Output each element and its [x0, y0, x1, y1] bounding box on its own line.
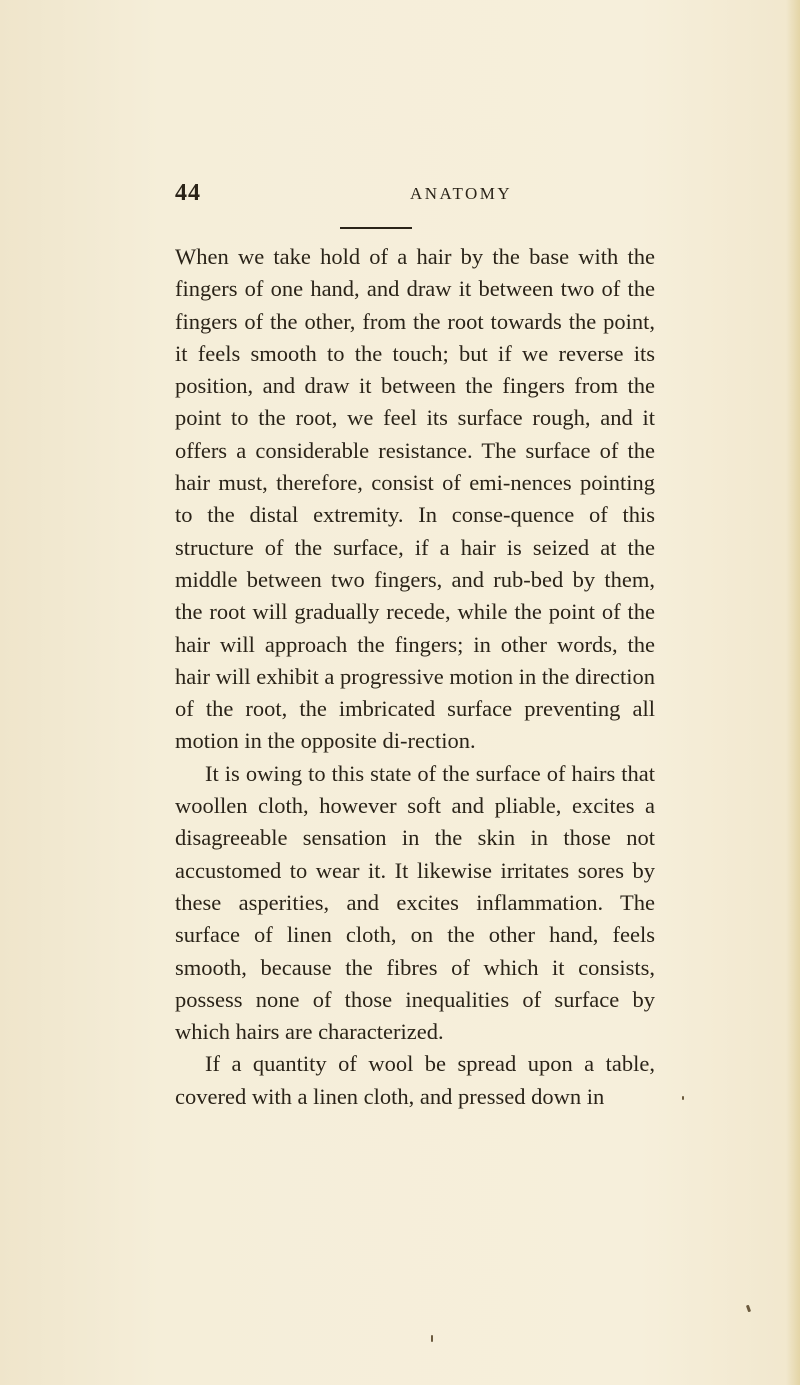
- page-header: [175, 180, 650, 210]
- paragraph-1: When we take hold of a hair by the base with the fingers of one hand, and draw it between two of the fingers of the other, from the root towards the point, it feels smooth to the touch; but if we reverse its position, and draw it between the fingers from the point to the root, we feel its surface rough, and it offers a considerable resistance. The surface of the hair must, therefore, consist of emi-nences pointing to the distal extremity. In conse-quence of this structure of the surface, if a hair is seized at the middle between two fingers, and rub-bed by them, the root will gradually recede, while the point of the hair will approach the fingers; in other words, the hair will exhibit a progressive motion in the direction of the root, the imbricated surface preventing all motion in the opposite di-rection.: [175, 244, 655, 754]
- paragraph-2: It is owing to this state of the surface of hairs that woollen cloth, however soft and pliable, excites a disagreeable sensation in the skin in those not accustomed to wear it. It likewise irritates sores by these asperities, and excites inflammation. The surface of linen cloth, on the other hand, feels smooth, because the fibres of which it consists, possess none of those inequalities of surface by which hairs are characterized.: [175, 760, 655, 1045]
- paragraph-3: If a quantity of wool be spread upon a table, covered with a linen cloth, and pressed down in: [175, 1051, 655, 1109]
- body-text: [175, 241, 655, 1113]
- header-rule: [340, 227, 412, 229]
- ink-speck: [431, 1335, 433, 1342]
- running-title: ANATOMY: [410, 184, 513, 203]
- ink-speck: [682, 1096, 684, 1100]
- page-number: 44: [175, 180, 201, 206]
- ink-speck: [746, 1305, 751, 1313]
- page-edge-shadow: [786, 0, 800, 1385]
